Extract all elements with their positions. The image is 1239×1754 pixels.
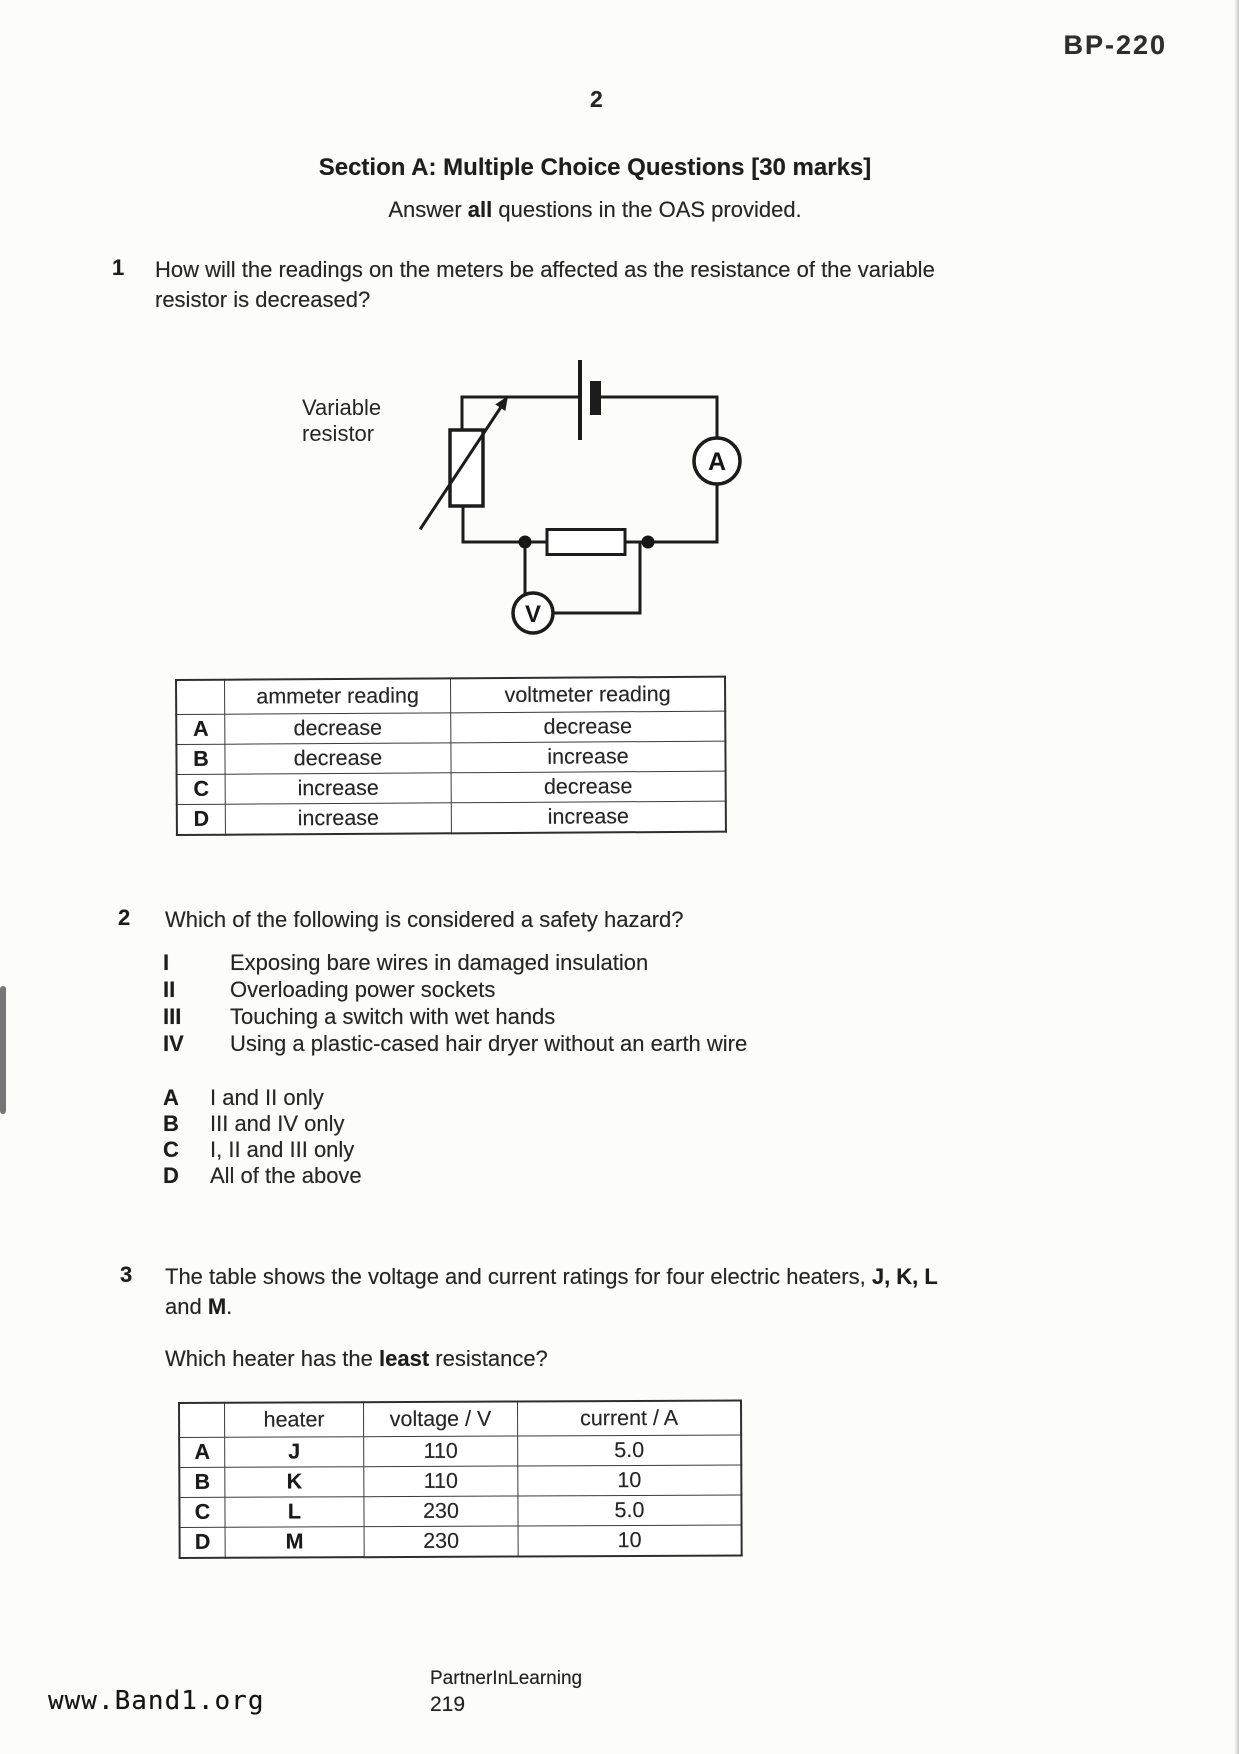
q3-question-pre: Which heater has the [165,1346,380,1371]
option-row [163,1163,763,1189]
option-letter: D [163,1163,179,1188]
statement-numeral: IV [163,1031,184,1056]
table-header-cell: voltmeter reading [451,677,726,713]
statement-numeral: II [163,977,176,1002]
option-text: I, II and III only [210,1137,355,1162]
page-number: 2 [590,86,603,112]
voltmeter-cell: decrease [451,711,726,743]
option-letter-cell: B [176,744,225,774]
ammeter-cell: decrease [225,713,451,744]
table-row [179,1495,741,1527]
current-cell: 5.0 [518,1495,742,1526]
voltage-cell: 230 [364,1496,518,1527]
q2-number: 2 [118,905,131,930]
ammeter-label: A [707,448,727,476]
q3-question [165,1344,865,1374]
instruction-post: questions in the OAS provided. [492,197,802,222]
current-cell: 5.0 [518,1435,742,1466]
variable-resistor-label-line2: resistor [302,421,375,446]
ammeter-cell: increase [225,803,451,835]
footer-website: www.Band1.org [48,1686,265,1716]
circuit-diagram [290,320,760,650]
instruction-line [0,197,1190,223]
q3-question-post: resistance? [429,1346,548,1371]
statement-text: Touching a switch with wet hands [230,1004,556,1029]
heater-cell: K [225,1467,364,1498]
q3-line2-pre: and [165,1294,208,1319]
option-row [163,1111,763,1137]
variable-resistor-label-line1: Variable [302,395,382,420]
wire [648,484,717,542]
q3-line1-pre: The table shows the voltage and current ratings for four electric heaters, [165,1264,872,1289]
voltage-cell: 230 [364,1526,518,1557]
table-row [179,1435,741,1467]
voltage-cell: 110 [364,1466,518,1497]
option-row [163,1085,763,1111]
table-row [177,771,726,804]
scan-artifact-left [0,986,6,1114]
table-header-row [179,1401,741,1438]
q2-statements [163,950,943,1058]
current-cell: 10 [518,1525,742,1556]
option-text: All of the above [210,1163,362,1188]
footer-page-ref: 219 [430,1693,466,1716]
wire [462,397,578,430]
q3-line1-bold: J, K, L [871,1264,938,1289]
heater-cell: L [225,1497,364,1528]
wire [463,506,525,542]
q3-line2-bold: M [207,1294,227,1319]
statement-row [163,1031,943,1058]
table-header-cell: current / A [518,1401,742,1436]
q2-options [163,1085,763,1189]
table-row [177,801,726,835]
option-letter: C [163,1137,179,1162]
statement-text: Exposing bare wires in damaged insulation [230,950,649,975]
doc-code: BP-220 [1063,30,1167,60]
wire [601,397,717,438]
junction-dot [642,536,655,549]
statement-text: Overloading power sockets [230,977,496,1002]
q3-text [165,1262,1025,1322]
option-text: III and IV only [210,1111,345,1136]
q3-number: 3 [120,1262,133,1287]
ammeter-cell: increase [225,773,451,804]
option-letter-cell: D [180,1527,226,1558]
option-letter: B [163,1111,179,1136]
option-letter-cell: A [179,1437,225,1467]
current-cell: 10 [518,1465,742,1496]
statement-numeral: I [163,950,170,975]
q3-question-bold: least [379,1346,430,1371]
q3-text-line2 [165,1292,1025,1322]
table-row [179,1465,741,1497]
q1-text: How will the readings on the meters be affected as the resistance of the variable resistor is decreased? [155,257,935,312]
instruction-pre: Answer [388,197,468,222]
heater-cell: M [225,1527,364,1558]
voltmeter-cell: decrease [451,771,726,803]
q2-text: Which of the following is considered a safety hazard? [165,907,684,932]
section-title: Section A: Multiple Choice Questions [30 marks] [318,154,872,181]
footer-brand: PartnerInLearning [430,1668,583,1689]
statement-row [163,977,943,1004]
option-letter: A [163,1085,179,1110]
statement-row [163,950,943,977]
table-header-row [176,677,725,715]
voltmeter-label: V [524,601,542,628]
voltmeter-cell: increase [451,741,726,773]
instruction-bold: all [467,197,493,222]
voltage-cell: 110 [364,1436,518,1467]
table-row [176,741,725,774]
option-letter-cell: D [177,804,226,835]
voltmeter-cell: increase [451,801,726,833]
statement-row [163,1004,943,1031]
statement-text: Using a plastic-cased hair dryer without an earth wire [230,1031,748,1056]
table-header-cell: ammeter reading [225,678,451,714]
scan-artifact-right-edge [1234,0,1239,1754]
q3-text-line1 [165,1262,1025,1292]
table-row [176,711,725,744]
q1-number: 1 [112,255,125,280]
heater-cell: J [225,1437,364,1468]
table-header-cell [176,680,225,715]
option-row [163,1137,763,1163]
option-letter-cell: A [176,714,225,744]
option-letter-cell: C [177,774,226,804]
table-header-cell: voltage / V [364,1402,518,1437]
table-header-cell [179,1403,225,1438]
option-letter-cell: C [179,1497,225,1527]
q1-answer-table [175,676,727,836]
q3-line2-post: . [226,1294,233,1319]
statement-numeral: III [163,1004,182,1029]
table-row [180,1525,742,1558]
option-text: I and II only [210,1085,324,1110]
ammeter-cell: decrease [225,743,451,774]
battery-icon [580,362,601,438]
option-letter-cell: B [179,1467,225,1497]
q3-answer-table [178,1400,743,1559]
resistor-symbol [547,530,625,555]
table-header-cell: heater [225,1402,364,1437]
